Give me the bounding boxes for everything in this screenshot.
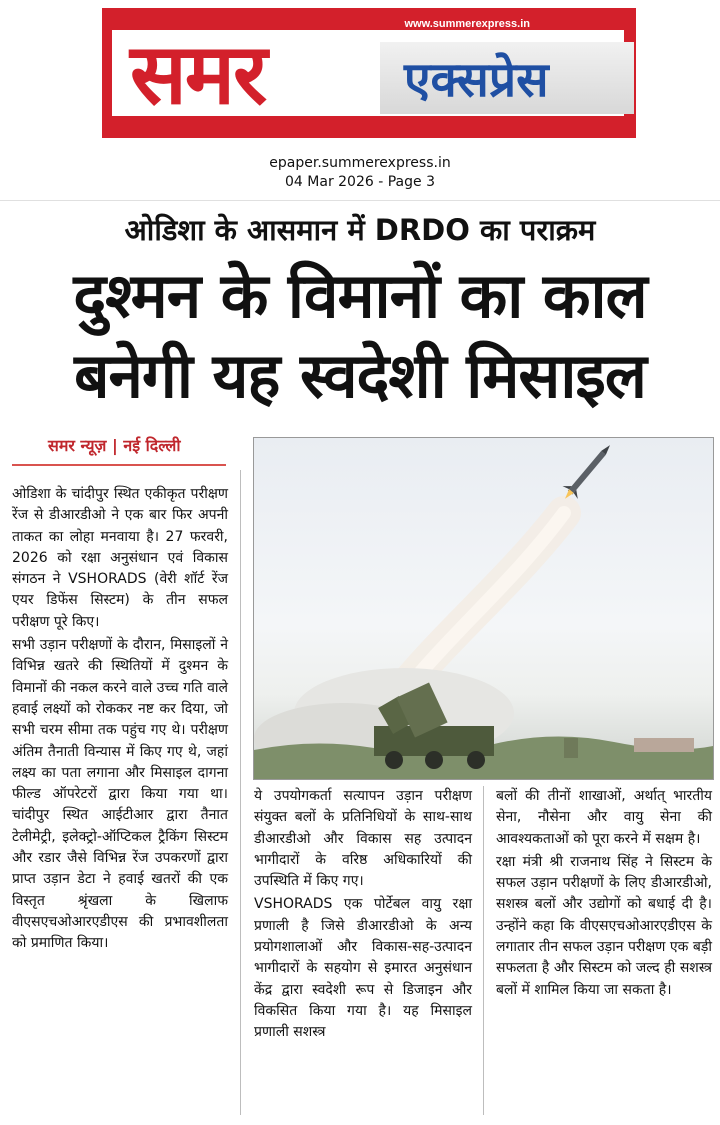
col1-paragraph-1: ओडिशा के चांदीपुर स्थित एकीकृत परीक्षण रेंज से डीआरडीओ ने एक बार फिर अपनी ताकत का लोहा मनवाया है। 27 फरवरी, 2026 को रक्षा अनुसंधान एवं विकास संगठन ने VSHORADS (वेरी शॉर्ट रेंज एयर डिफेंस सिस्टम) के तीन सफल परीक्षण पूरे किए।	[12, 486, 228, 630]
article-column-2	[254, 786, 472, 1046]
column-rule-1	[240, 470, 241, 1115]
col2-paragraph-2: VSHORADS एक पोर्टेबल वायु रक्षा प्रणाली है जिसे डीआरडीओ के अन्य प्रयोगशालाओं और विकास-सह-उत्पादन भागीदारों के सहयोग से इमारत अनुसंधान केंद्र द्वारा स्वदेशी रूप से डिजाइन और विकसित किया गया है। यह मिसाइल प्रणाली सशस्त्र	[254, 896, 472, 1041]
article-headline	[6, 256, 714, 416]
column-rule-2	[483, 786, 484, 1115]
col1-paragraph-2: सभी उड़ान परीक्षणों के दौरान, मिसाइलों ने विभिन्न खतरे की स्थितियों में दुश्मन के विमानों की नकल करने वाले उच्च गति वाले हवाई लक्ष्यों को रोककर नष्ट कर दिया, जो सभी चरम सीमा तक पहुंच गए थे। परीक्षण अंतिम तैनाती विन्यास में किए गए थे, जहां लक्ष्य का पता लगाना और मिसाइल दागना फील्ड ऑपरेटरों द्वारा किया गया था। चांदीपुर स्थित आईटीआर द्वारा तैनात टेलीमेट्री, इलेक्ट्रो-ऑप्टिकल ट्रैकिंग सिस्टम और रडार जैसे विभिन्न रेंज उपकरणों द्वारा प्राप्त उड़ान डेटा ने हवाई खतरों की एक विस्तृत श्रृंखला के खिलाफ वीएसएचओआरएडीएस की प्रभावशीलता को प्रमाणित किया।	[12, 637, 228, 952]
missile-launch-illustration	[254, 438, 713, 779]
epaper-date-page: 04 Mar 2026 - Page 3	[285, 174, 435, 190]
col2-paragraph-1: ये उपयोगकर्ता सत्यापन उड़ान परीक्षण संयुक्त बलों के प्रतिनिधियों के साथ-साथ डीआरडीओ और विकास सह उत्पादन भागीदारों के वरिष्ठ अधिकारियों की उपस्थिति में किए गए।	[254, 788, 472, 890]
col3-paragraph-1: बलों की तीनों शाखाओं, अर्थात् भारतीय सेना, नौसेना और वायु सेना की आवश्यकताओं को पूरा करने में सक्षम है।	[496, 788, 712, 847]
masthead-title-hindi: समर	[130, 25, 266, 123]
masthead-inner	[112, 25, 624, 123]
epaper-meta	[0, 154, 720, 192]
article-byline: समर न्यूज़ | नई दिल्ली	[48, 436, 181, 455]
col3-paragraph-2: रक्षा मंत्री श्री राजनाथ सिंह ने सिस्टम के सफल उड़ान परीक्षणों के लिए डीआरडीओ, सशस्त्र बलों और उद्योगों को बधाई दी है। उन्होंने कहा कि वीएसएचओआरएडीएस के लगातार तीन सफल उड़ान परीक्षण एक बड़ी सफलता है और सिस्टम को जल्द ही सशस्त्र बलों में शामिल किया जा सकता है।	[496, 853, 712, 998]
article-kicker: ओडिशा के आसमान में DRDO का पराक्रम	[124, 213, 596, 247]
top-divider	[0, 200, 720, 201]
headline-line-2: बनेगी यह स्वदेशी मिसाइल	[74, 339, 646, 412]
masthead-url: www.summerexpress.in	[404, 18, 530, 30]
article-column-3	[496, 786, 712, 1003]
missile-launch-photo	[253, 437, 714, 780]
byline-rule	[12, 464, 226, 466]
masthead-title-sub: एक्सप्रेस	[404, 52, 549, 108]
masthead-logo	[102, 8, 636, 138]
article-column-1	[12, 484, 228, 957]
epaper-site: epaper.summerexpress.in	[269, 155, 451, 171]
headline-line-1: दुश्मन के विमानों का काल	[73, 259, 647, 332]
